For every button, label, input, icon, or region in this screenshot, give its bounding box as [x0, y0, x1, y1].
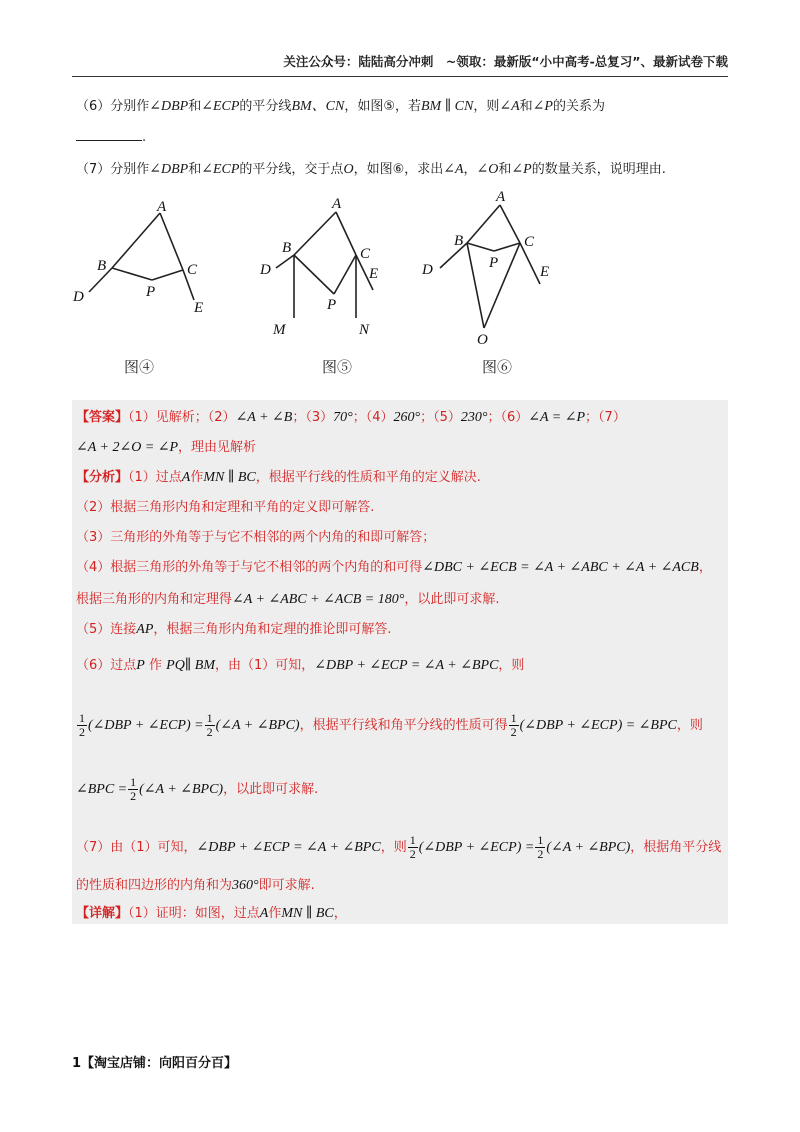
- fig5-line-a-c: [336, 212, 356, 255]
- analysis-line-7: （6）过点P 作 PQ∥ BM，由（1）可知，∠DBP + ∠ECP = ∠A + ∠BPC，则: [76, 658, 525, 673]
- analysis-line-4: （4）根据三角形的外角等于与它不相邻的两个内角的和可得∠DBC + ∠ECB = ∠A + ∠ABC + ∠A + ∠ACB，: [76, 560, 712, 575]
- fig4-label-e: E: [194, 300, 204, 316]
- geometry-figures: [0, 0, 800, 400]
- fig4-line-p-c: [152, 270, 183, 280]
- fig5-label-p: P: [327, 297, 337, 313]
- analysis-line-11: 的性质和四边形的内角和为360°即可求解.: [76, 878, 315, 893]
- fig6-label-e: E: [540, 264, 550, 280]
- answer-line-2: ∠A + 2∠O = ∠P，理由见解析: [76, 440, 257, 455]
- answer-line-1: 【答案】（1）见解析；（2）∠A + ∠B；（3）70°；（4）260°；（5）230°；（6）∠A = ∠P；（7）: [76, 410, 626, 425]
- fig5-label-n: N: [359, 322, 370, 338]
- analysis-line-1: 【分析】（1）过点A作MN ∥ BC，根据平行线的性质和平角的定义解决.: [76, 470, 481, 485]
- page-footer: 1【淘宝店铺：向阳百分百】: [72, 1056, 238, 1071]
- fraction-half: $\frac{1}{2}$: [79, 711, 85, 739]
- fig5-label-b: B: [282, 240, 292, 256]
- analysis-line-8: $\frac{1}{2}$ (∠DBP + ∠ECP) = $\frac{1}{2}$ (∠A + ∠BPC)，根据平行线和角平分线的性质可得 $\frac{1}{2}$ (∠DBP + ∠ECP) = ∠BPC，则: [79, 711, 703, 739]
- fig5-line-b-a: [294, 212, 336, 255]
- fraction-half: $\frac{1}{2}$: [510, 711, 517, 739]
- fig4-label-b: B: [97, 258, 107, 274]
- question-6-line-1: （6）分别作∠DBP和∠ECP的平分线BM、CN，如图⑤，若BM ∥ CN，则∠A和∠P的关系为: [76, 99, 605, 114]
- figure-5: [276, 212, 373, 318]
- fig6-line-a-c: [500, 205, 520, 243]
- fig6-line-b-p: [467, 243, 494, 251]
- fig6-label-a: A: [496, 189, 506, 205]
- fig6-line-b-a: [467, 205, 500, 243]
- fig4-label-d: D: [73, 289, 84, 305]
- fig6-label-p: P: [489, 255, 499, 271]
- fig4-line-b-a: [112, 213, 160, 268]
- fraction-half: $\frac{1}{2}$: [206, 711, 213, 739]
- figure-4-labels: [72, 199, 203, 316]
- fig4-label-c: C: [187, 262, 198, 278]
- fig4-line-b-p: [112, 268, 152, 280]
- fraction-half: $\frac{1}{2}$: [409, 833, 416, 861]
- fig5-line-p-c: [334, 255, 356, 294]
- fig5-label-d: D: [260, 262, 271, 278]
- fig5-line-d-b: [276, 255, 294, 268]
- figure-4-caption: 图④: [124, 360, 155, 376]
- fig6-line-b-o: [467, 243, 484, 328]
- fraction-half: $\frac{1}{2}$: [537, 833, 544, 861]
- fig4-line-a-c: [160, 213, 183, 270]
- figure-4: [89, 213, 194, 300]
- fig6-label-o: O: [477, 332, 488, 348]
- fig4-label-p: P: [146, 284, 156, 300]
- analysis-line-10: （7）由（1）可知，∠DBP + ∠ECP = ∠A + ∠BPC，则 $\frac{1}{2}$ (∠DBP + ∠ECP) = $\frac{1}{2}$ (∠A + ∠BPC)，根据角平分线: [76, 833, 722, 861]
- figure-5-caption: 图⑤: [322, 360, 353, 376]
- fig6-label-d: D: [422, 262, 433, 278]
- analysis-line-9: ∠BPC = $\frac{1}{2}$ (∠A + ∠BPC)，以此即可求解.: [76, 775, 319, 803]
- analysis-line-2: （2）根据三角形内角和定理和平角的定义即可解答.: [76, 500, 375, 515]
- figure-6-caption: 图⑥: [482, 360, 513, 376]
- analysis-line-3: （3）三角形的外角等于与它不相邻的两个内角的和即可解答；: [76, 530, 436, 545]
- analysis-line-6: （5）连接AP，根据三角形内角和定理的推论即可解答.: [76, 622, 392, 637]
- fig5-label-c: C: [360, 246, 371, 262]
- fraction-half: $\frac{1}{2}$: [130, 775, 137, 803]
- page-header: 关注公众号：陆陆高分冲刺 ~领取：最新版“小中高考-总复习”、最新试卷下载: [72, 52, 728, 77]
- question-6-answer-blank: .: [76, 128, 146, 148]
- fig6-line-p-c: [494, 243, 520, 251]
- analysis-line-5: 根据三角形的内角和定理得∠A + ∠ABC + ∠ACB = 180°，以此即可求解.: [76, 592, 500, 607]
- fig4-label-a: A: [157, 199, 167, 215]
- detail-line-1: 【详解】（1）证明：如图，过点A作MN ∥ BC，: [76, 906, 347, 921]
- fig5-label-e: E: [369, 266, 379, 282]
- fig6-label-c: C: [524, 234, 535, 250]
- fig5-label-m: M: [273, 322, 286, 338]
- fig5-label-a: A: [332, 196, 342, 212]
- fig6-label-b: B: [454, 233, 464, 249]
- question-7-line: （7）分别作∠DBP和∠ECP的平分线，交于点O，如图⑥，求出∠A，∠O和∠P的数量关系，说明理由.: [76, 162, 666, 177]
- fig5-line-b-p: [294, 255, 334, 294]
